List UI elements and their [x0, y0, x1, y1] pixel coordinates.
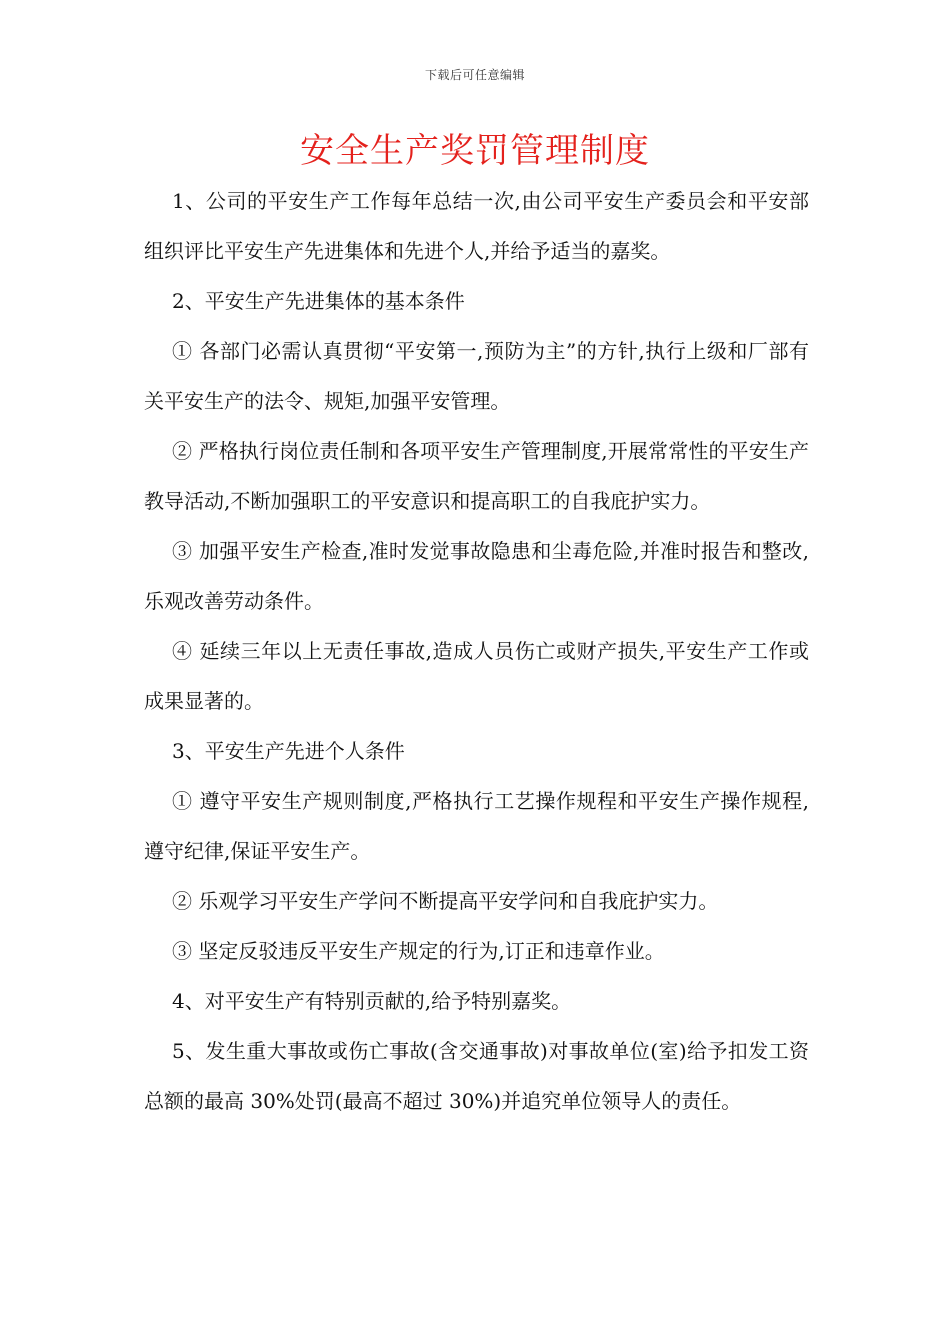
paragraph-11: 4、对平安生产有特别贡献的,给予特别嘉奖。	[172, 989, 572, 1013]
paragraph-3: ① 各部门必需认真贯彻“平安第一,预防为主”的方针,执行上级和厂部有关平安生产的法令、规矩,加强平安管理。	[144, 339, 809, 413]
document-title: 安全生产奖罚管理制度	[300, 131, 650, 171]
paragraph-9: ② 乐观学习平安生产学问不断提高平安学问和自我庇护实力。	[172, 889, 719, 913]
paragraph-4: ② 严格执行岗位责任制和各项平安生产管理制度,开展常常性的平安生产教导活动,不断加强职工的平安意识和提高职工的自我庇护实力。	[144, 439, 809, 513]
paragraph-12: 5、发生重大事故或伤亡事故(含交通事故)对事故单位(室)给予扣发工资总额的最高 30%处罚(最高不超过 30%)并追究单位领导人的责任。	[144, 1039, 809, 1113]
paragraph-5: ③ 加强平安生产检查,准时发觉事故隐患和尘毒危险,并准时报告和整改,乐观改善劳动条件。	[144, 539, 809, 613]
paragraph-10: ③ 坚定反驳违反平安生产规定的行为,订正和违章作业。	[172, 939, 665, 963]
paragraph-6: ④ 延续三年以上无责任事故,造成人员伤亡或财产损失,平安生产工作或成果显著的。	[144, 639, 809, 713]
header-note: 下载后可任意编辑	[424, 68, 525, 82]
paragraph-8: ① 遵守平安生产规则制度,严格执行工艺操作规程和平安生产操作规程,遵守纪律,保证平安生产。	[144, 789, 809, 863]
document-body	[144, 176, 809, 1126]
paragraph-7: 3、平安生产先进个人条件	[172, 739, 405, 763]
paragraph-1: 1、公司的平安生产工作每年总结一次,由公司平安生产委员会和平安部组织评比平安生产先进集体和先进个人,并给予适当的嘉奖。	[144, 189, 809, 263]
paragraph-2: 2、平安生产先进集体的基本条件	[172, 289, 465, 313]
